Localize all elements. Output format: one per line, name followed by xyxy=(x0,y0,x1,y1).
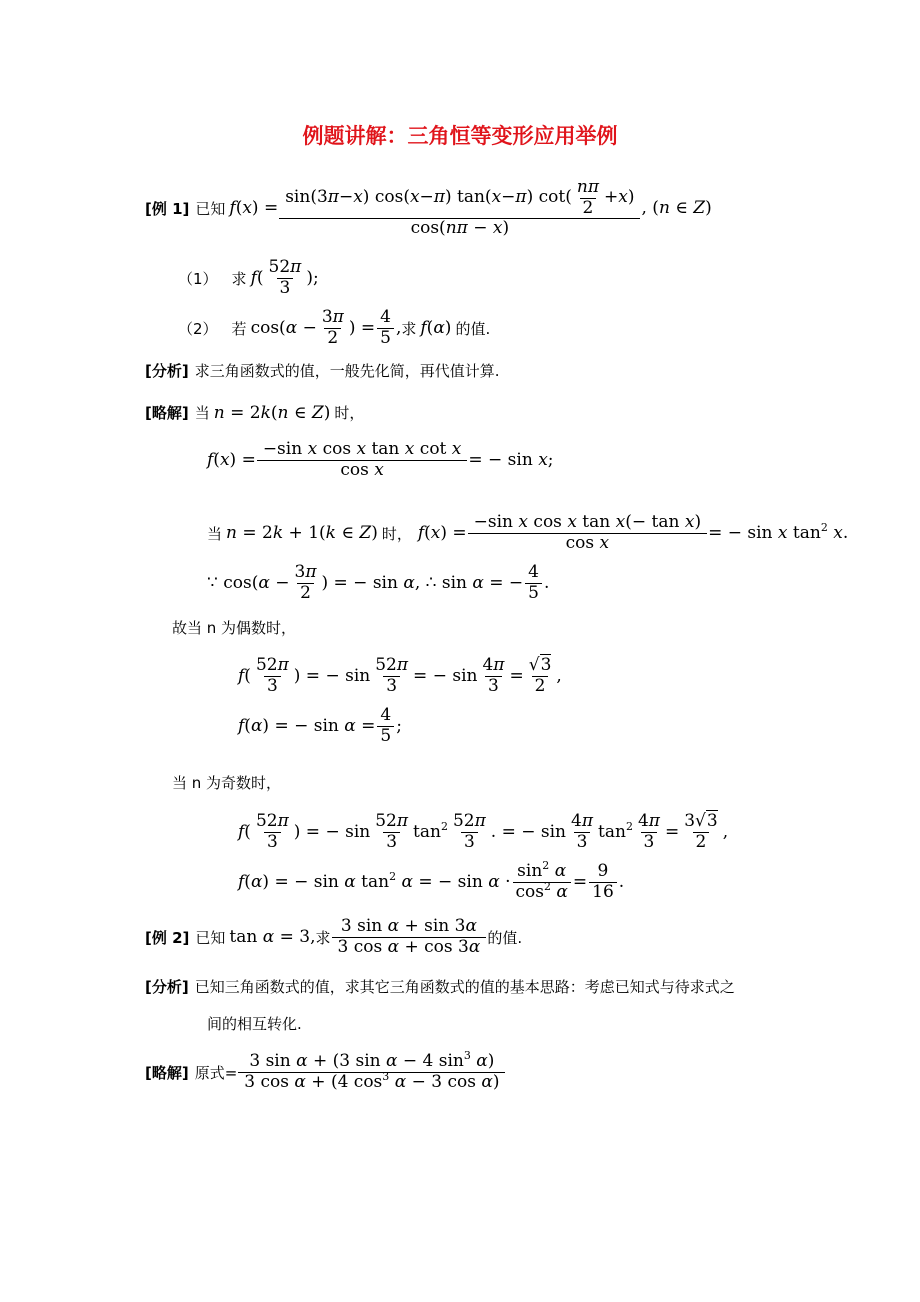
even-f-alpha: f(α) = − sin α = $\frac{4}{5}$ ; xyxy=(238,705,402,746)
even-f-value: f( $\frac{52\pi}{3}$ ) = − sin $\frac{52\pi}{3}$ = − sin $\frac{4\pi}{3}$ = $\frac{√3}{2}$ , xyxy=(238,655,562,696)
equation-even: f(x) = $\frac{\text{−sin x cos x tan x cot x}}{\text{cos x}}$ = − sin x; xyxy=(207,439,554,480)
question-1: （1） 求 f( $\frac{52\pi}{3}$ ); xyxy=(178,257,319,298)
question-2: （2） 若 cos(α − $\frac{3\pi}{2}$ ) = $\frac{4}{5}$ , 求 f(α) 的值. xyxy=(178,307,491,348)
solution-1: [略解] 当 n = 2k(n ∈ Z) 时， xyxy=(145,402,365,423)
equation-odd: 当 n = 2k + 1(k ∈ Z) 时， f(x) = $\frac{\text{−sin x cos x tan x(− tan x)}}{\text{cos x}}$ = − sin x $\tan^2 x$. xyxy=(207,512,849,553)
odd-f-alpha: f(α) = − sin α $\tan^2 \alpha$ = − sin α · $\frac{\sin^2 \alpha}{\cos^2 \alpha}$ = $\frac{9}{16}$ . xyxy=(238,859,625,902)
analysis-1: [分析] 求三角函数式的值，一般先化简，再代值计算. xyxy=(145,362,500,380)
example-1-label: [例 1] xyxy=(145,199,190,218)
solution-2: [略解] 原式= $\frac{3 \sin \alpha + (3 \sin \alpha - 4 \sin^3 \alpha)}{3 \cos \alpha + (4 \cos^3 \alpha - 3 \cos \alpha)}$ xyxy=(145,1052,506,1092)
function-definition: f(x) = xyxy=(229,198,279,219)
question-1-number: （1） xyxy=(178,269,218,288)
page-title: 例题讲解：三角恒等变形应用举例 xyxy=(302,123,618,148)
odd-f-value: f( $\frac{52\pi}{3}$ ) = − sin $\frac{52\pi}{3}$ $\tan^2$ $\frac{52\pi}{3}$ . = − sin $\frac{4\pi}{3}$ $\tan^2$ $\frac{4\pi}{3}$ = $\frac{3√3}{2}$ , xyxy=(238,811,729,852)
function-fraction: sin(3 π − x ) cos( x − π ) tan( x − π ) cot( $\frac{n\pi}{2}$ + x ) cos(nπ − x) xyxy=(282,178,637,239)
example-1: [例 1] 已知 f(x) = sin(3 π − x ) cos( x − π ) tan( x − π ) cot( $\frac{n\pi}{2}$ + x ) cos(nπ − x) , (n ∈ Z) xyxy=(145,177,712,239)
equation-because: ∵ cos(α − $\frac{3\pi}{2}$ ) = − sin α, ∴ sin α = − $\frac{4}{5}$ . xyxy=(207,562,550,603)
example-2: [例 2] 已知 tan α = 3, 求 $\frac{\text{3 sin α + sin 3α}}{\text{3 cos α + cos 3α}}$ 的值. xyxy=(145,916,523,957)
analysis-2-line-2: 间的相互转化. xyxy=(207,1015,302,1033)
even-case-text: 故当 n 为偶数时， xyxy=(172,619,297,637)
example-1-known: 已知 xyxy=(195,199,226,218)
odd-case-text: 当 n 为奇数时， xyxy=(172,774,282,792)
question-2-number: （2） xyxy=(178,319,218,338)
analysis-2: [分析] 已知三角函数式的值，求其它三角函数式的值的基本思路：考虑已知式与待求式之 xyxy=(145,978,735,996)
